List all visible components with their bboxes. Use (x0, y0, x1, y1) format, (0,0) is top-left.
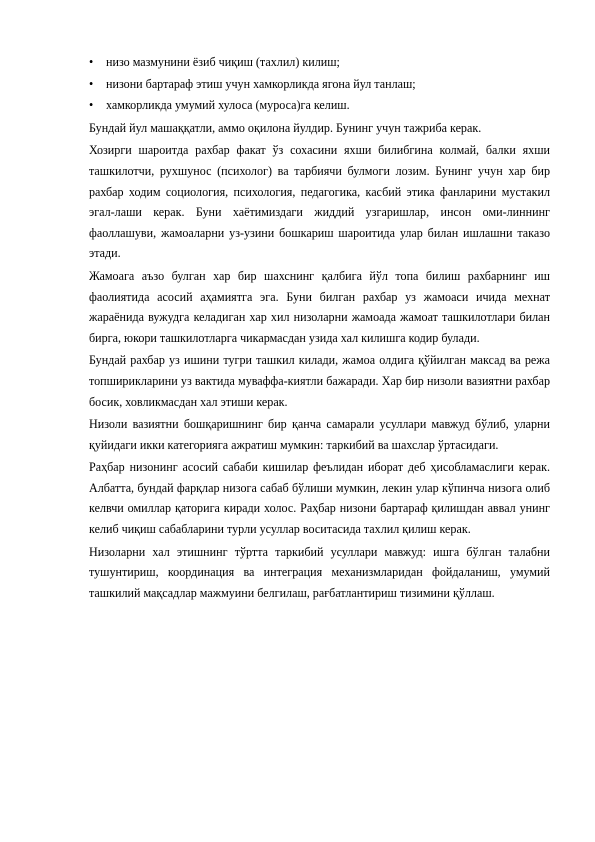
bullet-marker: • (89, 55, 94, 69)
paragraph: Низоларни хал этишнинг тўртта таркибий усуллари мавжуд: ишга бўлган талабни тушунтириш, координация ва интеграция механизмларидан фойдаланиш, умумий ташкилий мақсадлар мажмуини белгилаш, рағбатлантириш тизимини қўллаш. (89, 544, 550, 600)
bullet-list (89, 52, 550, 117)
paragraph: Бундай йул машаққатли, аммо оқилона йулдир. Бунинг учун тажриба керак. (89, 120, 482, 135)
document-body (89, 52, 550, 603)
paragraph: Раҳбар низонинг асосий сабаби кишилар феълидан иборат деб ҳисобламаслиги керак. Албатта, бундай фарқлар низога сабаб бўлиши мумкин, лекин улар кўпинча низога олиб келвчи омиллар қаторига киради холос. Раҳбар низони бартараф қилишдан аввал унинг келиб чиқиш сабабларини турли усуллар воситасида тахлил қилиш керак. (89, 460, 550, 537)
list-item (89, 74, 550, 96)
paragraph: Низоли вазиятни бошқаришнинг бир қанча самарали усуллари мавжуд бўлиб, уларни қуйидаги икки категорияга ажратиш мумкин: таркибий ва шахслар ўртасидаги. (89, 417, 550, 452)
bullet-marker: • (89, 76, 94, 91)
paragraph: Жамоага аъзо булган хар бир шахснинг қалбига йўл топа билиш рахбарнинг иш фаолиятида асосий аҳамиятга эга. Буни билган рахбар уз жамоаси ичида мехнат жараёнида вужудга келадиган хар хил низоларни жамоада жамоат ташкилотлари билан бирга, юкори ташкилотларга чикармасдан узида хал килишга кодир булади. (89, 268, 550, 345)
list-item (89, 52, 550, 74)
paragraph: Бундай рахбар уз ишини тугри ташкил килади, жамоа олдига қўйилган максад ва режа топширикларини уз вактида муваффа-киятли бажаради. Хар бир низоли вазиятни рахбар босик, ховликмасдан хал этиши керак. (89, 353, 550, 409)
list-item-text: низони бартараф этиш учун хамкорликда ягона йул танлаш; (106, 76, 416, 91)
bullet-marker: • (89, 98, 94, 113)
list-item (89, 95, 550, 117)
list-item-text: низо мазмунини ёзиб чиқиш (тахлил) килиш; (106, 55, 340, 69)
paragraph: Хозирги шароитда рахбар факат ўз сохасини яхши билибгина колмай, балки яхши ташкилотчи, рухшунос (психолог) ва тарбиячи булмоги лозим. Бунинг учун хар бир рахбар ходим социология, психология, педагогика, касбий этика фанларини мустакил эгал-лаши керак. Буни хаётимиздаги жиддий узгаришлар, инсон оми-линнинг фаоллашуви, жамоаларни уз-узини бошкариш шароитида улар билан ишлашни таказо этади. (89, 143, 550, 261)
list-item-text: хамкорликда умумий хулоса (муроса)га келиш. (106, 98, 350, 113)
